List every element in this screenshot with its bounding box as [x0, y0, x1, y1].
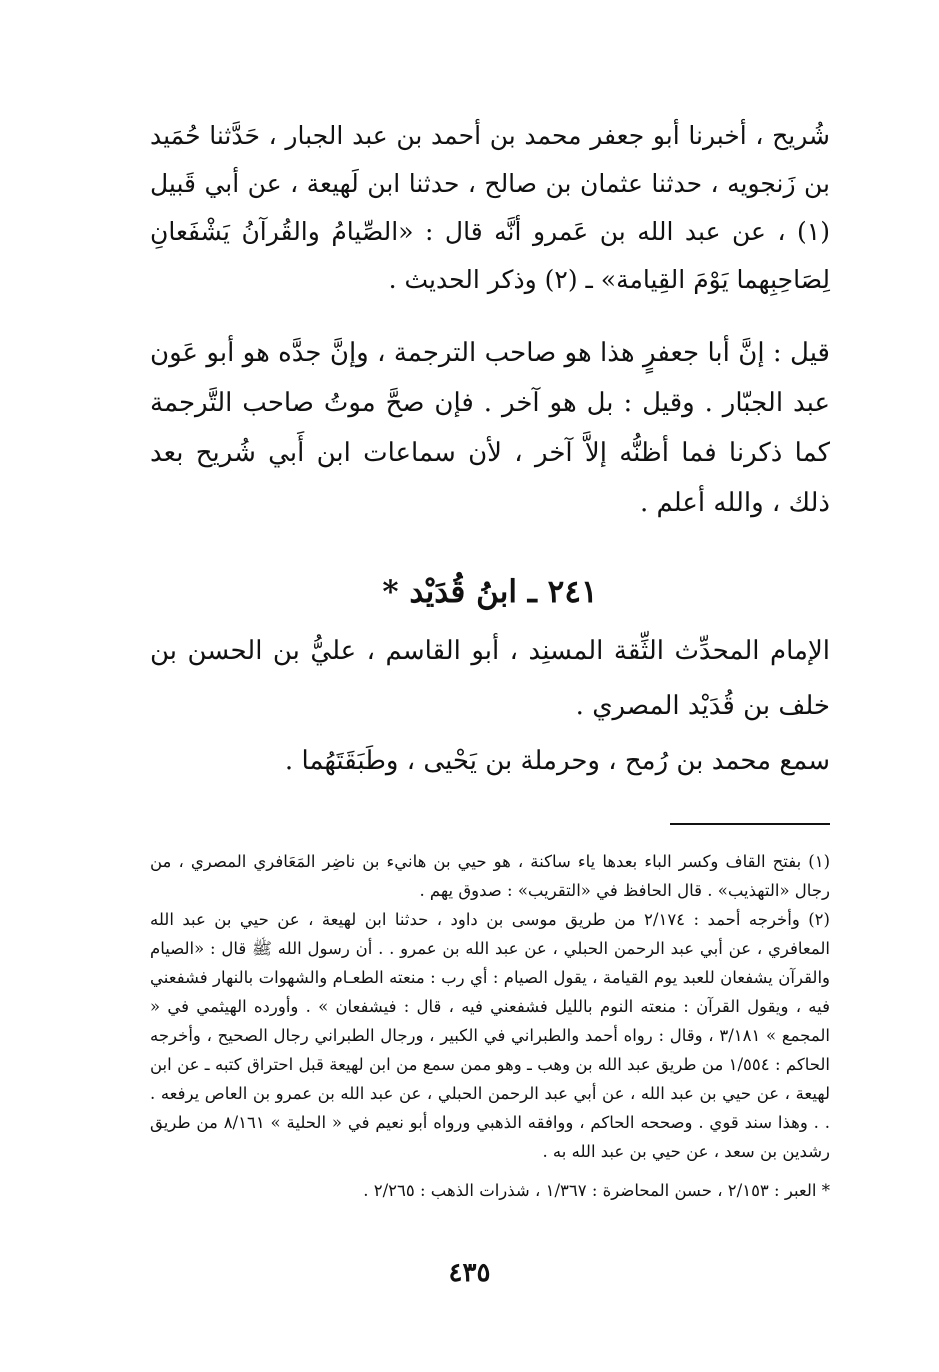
paragraph-isnad: شُريح ، أخبرنا أبو جعفر محمد بن أحمد بن عبد الجبار ، حَدَّثنا حُمَيد بن زَنجويه ، حدثنا عثمان بن صالح ، حدثنا ابن لَهيعة ، عن أبي قَبيل (١) ، عن عبد الله بن عَمرو أنَّه قال : «الصِّيامُ والقُرآنُ يَشْفَعانِ لِصَاحِبِهما يَوْمَ القِيامة» ـ (٢) وذكر الحديث .: [150, 121, 830, 294]
footnote-sources: * العبر : ٢/١٥٣ ، حسن المحاضرة : ١/٣٦٧ ، شذرات الذهب : ٢/٢٦٥ .: [363, 1181, 830, 1200]
footnote-1: (١) بفتح القاف وكسر الباء بعدها ياء ساكنة ، هو حيي بن هانيء بن ناضِر المَعَافري المصري ، من رجال «التهذيب» . قال الحافظ في «التقريب» : صدوق يهم .: [150, 852, 830, 900]
footnote-2: (٢) وأخرجه أحمد : ٢/١٧٤ من طريق موسى بن داود ، حدثنا ابن لهيعة ، عن حيي بن عبد الله المعافري ، عن أبي عبد الرحمن الحبلي ، عن عبد الله بن عمرو . . أن رسول الله ﷺ قال : «الصيام والقرآن يشفعان للعبد يوم القيامة ، يقول الصيام : أي رب : منعته الطعـام والشهوات بالنهار فشفعني فيه ، ويقول القرآن : منعته النوم بالليل فشفعني فيه ، قال : فيشفعان » . وأورده الهيثمي في « المجمع » ٣/١٨١ ، وقال : رواه أحمد والطبراني في الكبير ، ورجال الطبراني رجال الصحيح ، وأخرجه الحاكم : ١/٥٥٤ من طريق عبد الله بن وهب ـ وهو ممن سمع من ابن لهيعة قبل احتراق كتبه ـ عن ابن لهيعة ، عن حيي بن عبد الله ، عن أبي عبد الرحمن الحبلي ، عن عبد الله بن عمرو بن العاص يرفعه . . . وهذا سند قوي . وصححه الحاكم ، ووافقه الذهبي ورواه أبو نعيم في « الحلية » ٨/١٦١ من طريق رشدين بن سعد ، عن حيي بن عبد الله به .: [150, 910, 830, 1161]
entry-teachers: سمع محمد بن رُمح ، وحرملة بن يَحْيى ، وطَبَقَتَهُما .: [284, 746, 830, 776]
page-number: ٤٣٥: [448, 1258, 491, 1288]
footnote-separator: [670, 823, 830, 825]
page-body: [150, 112, 830, 1205]
entry-description: الإمام المحدِّث الثِّقة المسنِد ، أبو القاسم ، عليُّ بن الحسن بن خلف بن قُدَيْد المصري .: [150, 636, 830, 721]
paragraph-commentary: قيل : إنَّ أبا جعفرٍ هذا هو صاحب الترجمة ، وإنَّ جدَّه هو أبو عَون عبد الجبّار . وقيل : بل هو آخر . فإن صحَّ موتُ صاحب التَّرجمة كما ذكرنا فما أظنُّه إلاَّ آخر ، لأن سماعات ابن أَبي شُريح بعد ذلك ، والله أعلم .: [150, 338, 830, 518]
entry-title: ٢٤١ ـ ابنُ قُدَيْد *: [382, 574, 598, 610]
